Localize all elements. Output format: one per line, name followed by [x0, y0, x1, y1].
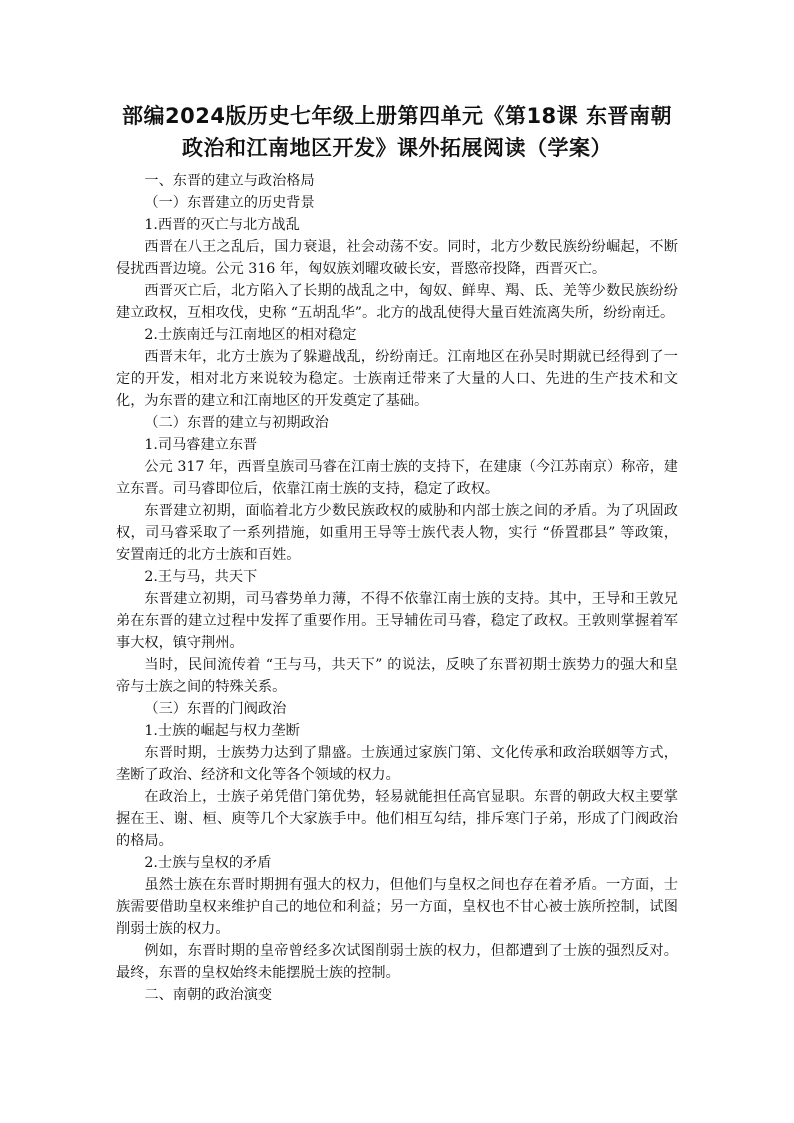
- document-body: [116, 170, 678, 1006]
- paragraph: 西晋末年，北方士族为了躲避战乱，纷纷南迁。江南地区在孙吴时期就已经得到了一定的开发，相对北方来说较为稳定。士族南迁带来了大量的人口、先进的生产技术和文化，为东晋的建立和江南地区的开发奠定了基础。: [116, 349, 678, 409]
- paragraph: 东晋时期，士族势力达到了鼎盛。士族通过家族门第、文化传承和政治联姻等方式，垄断了政治、经济和文化等各个领域的权力。: [116, 745, 678, 783]
- topic-heading: 1.西晋的灭亡与北方战乱: [144, 217, 300, 233]
- section-heading: 二、南朝的政治演变: [144, 987, 273, 1003]
- paragraph: 虽然士族在东晋时期拥有强大的权力，但他们与皇权之间也存在着矛盾。一方面，士族需要借助皇权来维护自己的地位和利益；另一方面，皇权也不甘心被士族所控制，试图削弱士族的权力。: [116, 877, 678, 937]
- topic-heading: 1.士族的崛起与权力垄断: [144, 723, 300, 739]
- paragraph: 公元 317 年，西晋皇族司马睿在江南士族的支持下，在建康（今江苏南京）称帝，建立东晋。司马睿即位后，依靠江南士族的支持，稳定了政权。: [116, 459, 678, 497]
- document-title: 部编2024版历史七年级上册第四单元《第18课 东晋南朝政治和江南地区开发》课外拓展阅读（学案）: [122, 104, 672, 160]
- paragraph: 东晋建立初期，面临着北方少数民族政权的威胁和内部士族之间的矛盾。为了巩固政权，司马睿采取了一系列措施，如重用王导等士族代表人物，实行 “侨置郡县” 等政策，安置南迁的北方士族和百姓。: [116, 503, 678, 563]
- subsection-heading: （三）东晋的门阀政治: [144, 701, 287, 717]
- topic-heading: 2.王与马，共天下: [144, 569, 258, 585]
- topic-heading: 1.司马睿建立东晋: [144, 437, 258, 453]
- paragraph: 例如，东晋时期的皇帝曾经多次试图削弱士族的权力，但都遭到了士族的强烈反对。最终，东晋的皇权始终未能摆脱士族的控制。: [116, 943, 678, 981]
- topic-heading: 2.士族与皇权的矛盾: [144, 855, 272, 871]
- section-heading: 一、东晋的建立与政治格局: [144, 173, 315, 189]
- paragraph: 西晋在八王之乱后，国力衰退，社会动荡不安。同时，北方少数民族纷纷崛起，不断侵扰西晋边境。公元 316 年，匈奴族刘曜攻破长安，晋愍帝投降，西晋灭亡。: [116, 239, 678, 277]
- subsection-heading: （一）东晋建立的历史背景: [144, 195, 315, 211]
- subsection-heading: （二）东晋的建立与初期政治: [144, 415, 329, 431]
- paragraph: 当时，民间流传着 “王与马，共天下” 的说法，反映了东晋初期士族势力的强大和皇帝与士族之间的特殊关系。: [116, 657, 678, 695]
- topic-heading: 2.士族南迁与江南地区的相对稳定: [144, 327, 357, 343]
- paragraph: 西晋灭亡后，北方陷入了长期的战乱之中，匈奴、鲜卑、羯、氐、羌等少数民族纷纷建立政权，互相攻伐，史称 “五胡乱华”。北方的战乱使得大量百姓流离失所，纷纷南迁。: [116, 283, 678, 321]
- paragraph: 东晋建立初期，司马睿势单力薄，不得不依靠江南士族的支持。其中，王导和王敦兄弟在东晋的建立过程中发挥了重要作用。王导辅佐司马睿，稳定了政权。王敦则掌握着军事大权，镇守荆州。: [116, 591, 678, 651]
- paragraph: 在政治上，士族子弟凭借门第优势，轻易就能担任高官显职。东晋的朝政大权主要掌握在王、谢、桓、庾等几个大家族手中。他们相互勾结，排斥寒门子弟，形成了门阀政治的格局。: [116, 789, 678, 849]
